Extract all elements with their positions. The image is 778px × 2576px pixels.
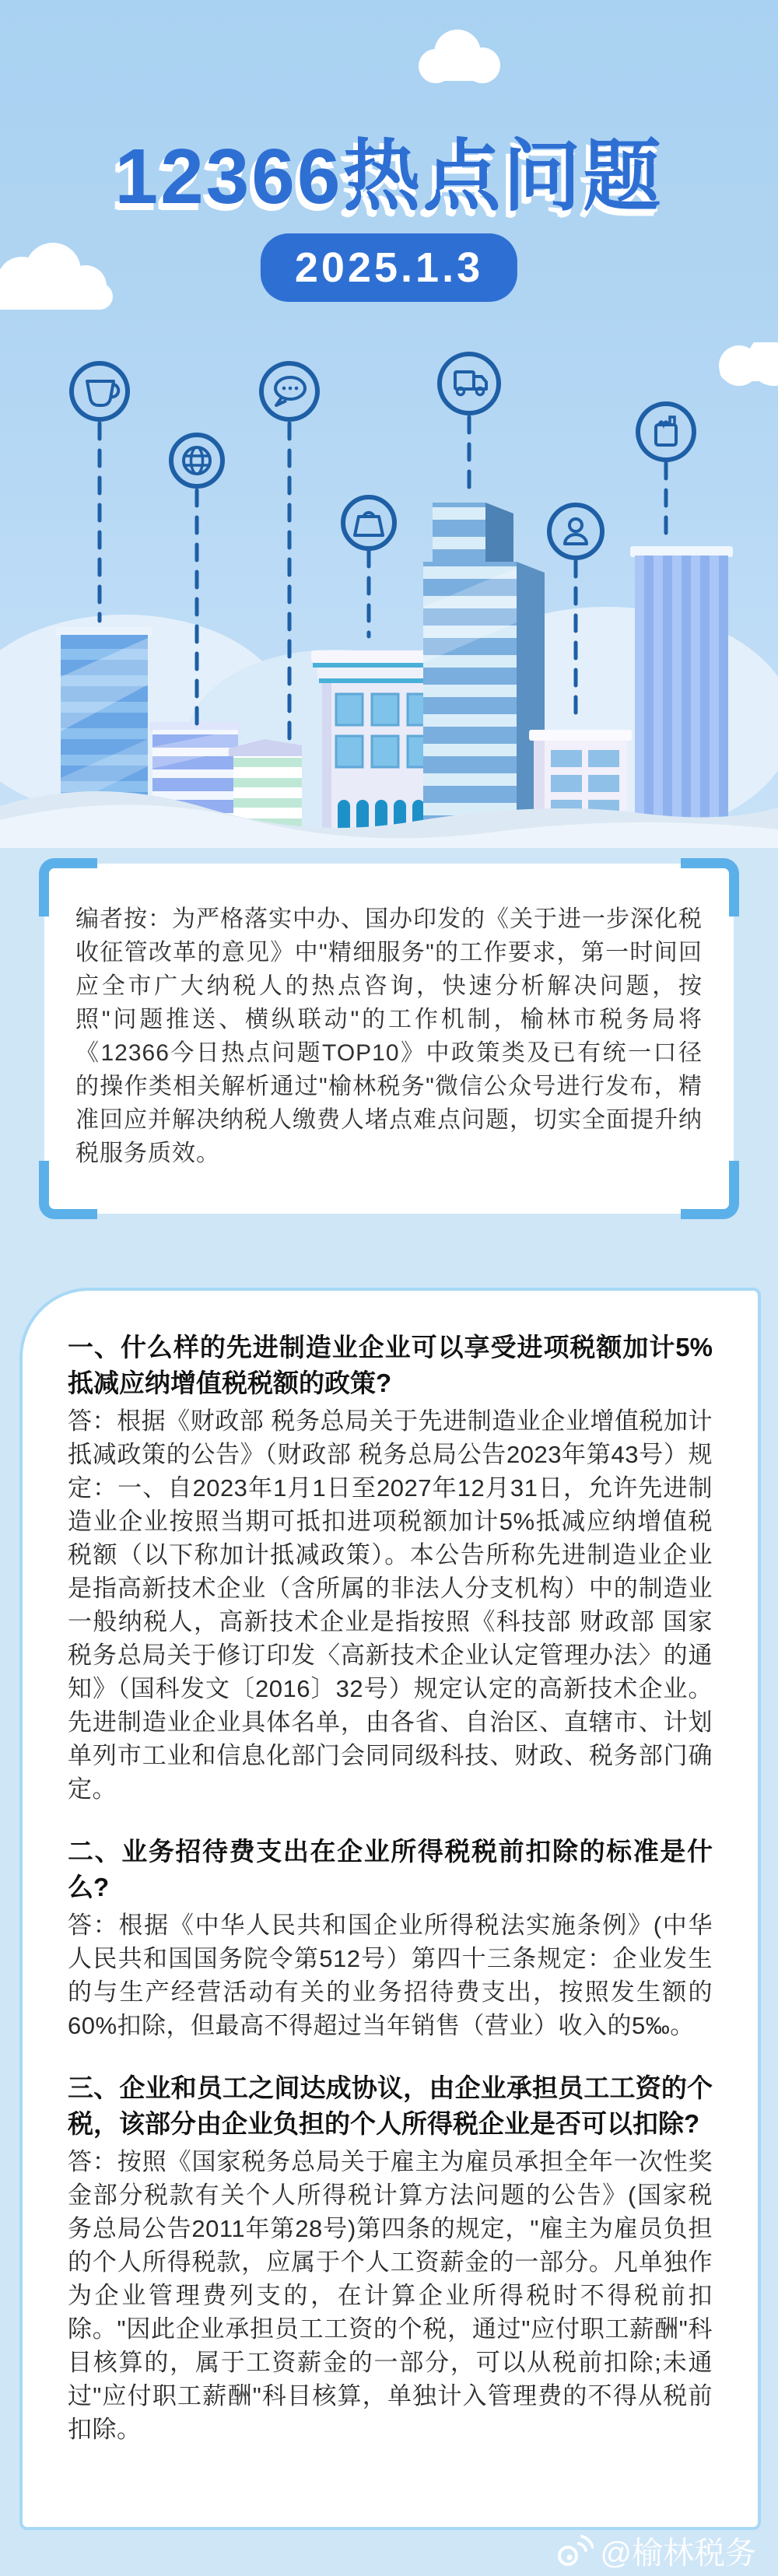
weibo-icon bbox=[555, 2533, 594, 2567]
grocery-bag-icon bbox=[638, 404, 694, 460]
header-sky bbox=[0, 0, 778, 848]
corner-bracket-top-left bbox=[39, 858, 97, 916]
cup-icon bbox=[72, 363, 128, 419]
cloud-right-edge bbox=[719, 342, 778, 386]
corner-bracket-top-right bbox=[681, 858, 739, 916]
page-title: 12366热点问题 bbox=[114, 133, 664, 220]
qa-section-1 bbox=[68, 1330, 713, 1806]
chat-bubble-icon bbox=[261, 363, 317, 419]
question-1-answer: 答：根据《财政部 税务总局关于先进制造业企业增值税加计抵减政策的公告》（财政部 税务总局公告2023年第43号）规定：一、自2023年1月1日至2027年12月31日，允许先进制造业企业按照当期可抵扣进项税额加计5%抵减应纳增值税税额（以下称加计抵减政策）。本公告所称先进制造业企业是指高新技术企业（含所属的非法人分支机构）中的制造业一般纳税人，高新技术企业是指按照《科技部 财政部 国家税务总局关于修订印发〈高新技术企业认定管理办法〉的通知》（国科发文〔2016〕32号）规定认定的高新技术企业。先进制造业企业具体名单，由各省、自治区、直辖市、计划单列市工业和信息化部门会同同级科技、财政、税务部门确定。 bbox=[68, 1407, 713, 1803]
weibo-watermark-text: @榆林税务 bbox=[600, 2536, 756, 2571]
question-2-heading: 二、业务招待费支出在企业所得税税前扣除的标准是什么? bbox=[68, 1837, 713, 1901]
question-1-heading: 一、什么样的先进制造业企业可以享受进项税额加计5%抵减应纳增值税税额的政策? bbox=[68, 1333, 713, 1397]
question-3-heading: 三、企业和员工之间达成协议，由企业承担员工工资的个税，该部分由企业负担的个人所得税企业是否可以扣除? bbox=[68, 2073, 713, 2138]
globe-icon bbox=[171, 435, 223, 486]
qa-section-3 bbox=[68, 2070, 713, 2446]
corner-bracket-bottom-right bbox=[681, 1161, 739, 1219]
cloud-top bbox=[419, 30, 500, 83]
date-badge: 2025.1.3 bbox=[261, 233, 517, 302]
corner-bracket-bottom-left bbox=[39, 1161, 97, 1219]
cloud-bottom-left bbox=[0, 243, 113, 310]
weibo-watermark bbox=[555, 2529, 756, 2572]
truck-icon bbox=[440, 354, 499, 413]
editor-note-card bbox=[44, 864, 734, 1214]
qa-section-2 bbox=[68, 1834, 713, 2042]
question-2-answer: 答：根据《中华人民共和国企业所得税法实施条例》(中华人民共和国国务院令第512号）第四十三条规定：企业发生的与生产经营活动有关的业务招待费支出，按照发生额的60%扣除，但最高不得超过当年销售（营业）收入的5‰。 bbox=[68, 1912, 713, 2039]
question-3-answer: 答：按照《国家税务总局关于雇主为雇员承担全年一次性奖金部分税款有关个人所得税计算方法问题的公告》(国家税务总局公告2011年第28号)第四条的规定，"雇主为雇员负担的个人所得税款，应属于个人工资薪金的一部分。凡单独作为企业管理费列支的，在计算企业所得税时不得税前扣除。"因此企业承担员工工资的个税，通过"应付职工薪酬"科目核算的，属于工资薪金的一部分，可以从税前扣除;未通过"应付职工薪酬"科目核算，单独计入管理费的不得从税前扣除。 bbox=[68, 2148, 713, 2443]
building-tall-blue bbox=[423, 503, 545, 848]
city-illustration bbox=[0, 342, 778, 848]
qa-card bbox=[19, 1288, 761, 2530]
building-far-right bbox=[630, 546, 733, 848]
editor-note-text: 编者按：为严格落实中办、国办印发的《关于进一步深化税收征管改革的意见》中"精细服务"的工作要求，第一时间回应全市广大纳税人的热点咨询，快速分析解决问题，按照"问题推送、横纵联动"的工作机制，榆林市税务局将《12366今日热点问题TOP10》中政策类及已有统一口径的操作类相关解析通过"榆林税务"微信公众号进行发布，精准回应并解决纳税人缴费人堵点难点问题，切实全面提升纳税服务质效。 bbox=[75, 906, 703, 1166]
user-icon bbox=[549, 505, 602, 558]
shopping-bag-icon bbox=[343, 497, 394, 548]
